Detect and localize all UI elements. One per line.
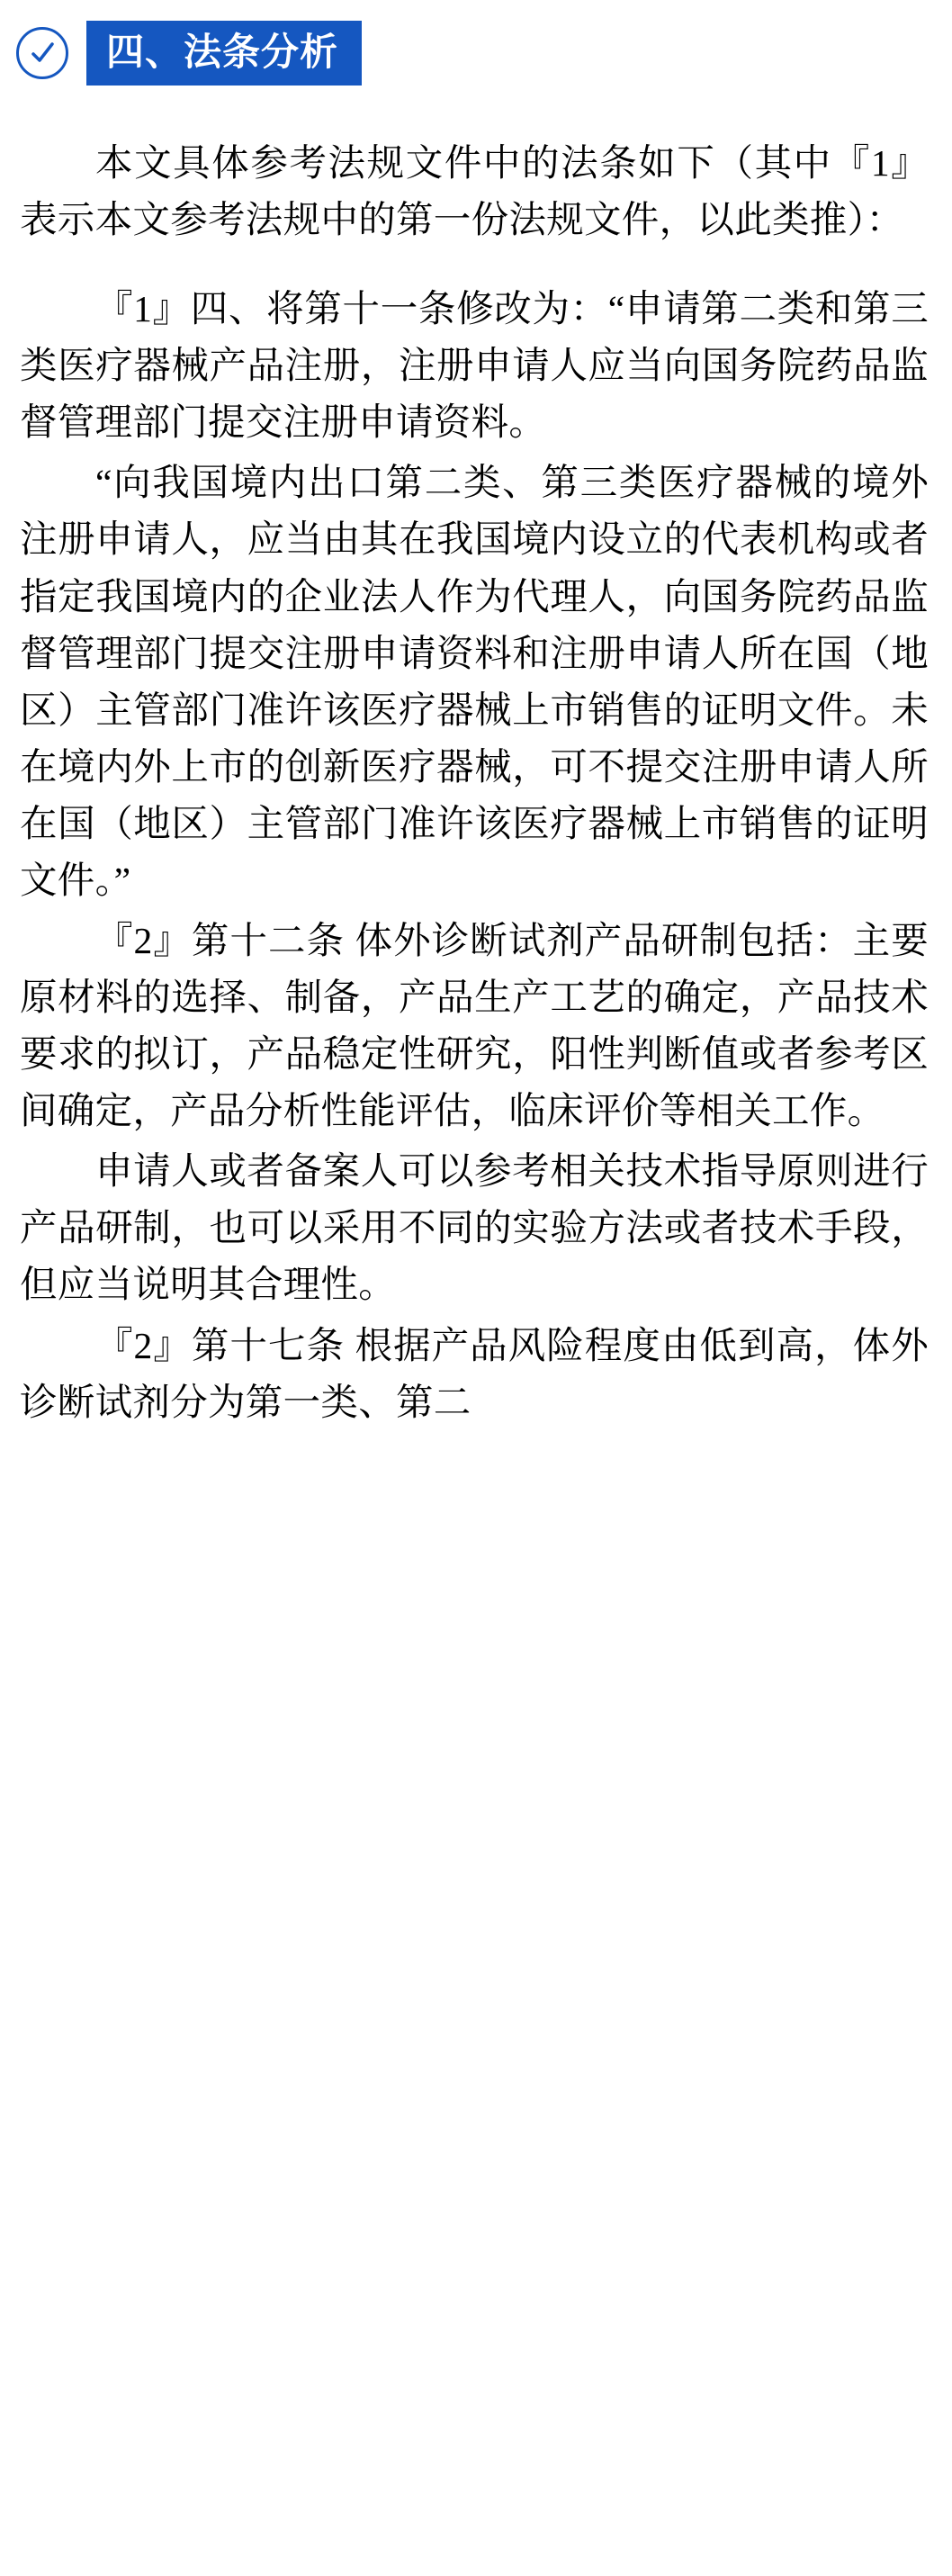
- check-circle-icon: [16, 27, 68, 79]
- paragraph-law-2-article-12-cont: 申请人或者备案人可以参考相关技术指导原则进行产品研制，也可以采用不同的实验方法或者技术手段，但应当说明其合理性。: [20, 1150, 929, 1306]
- paragraph-law-2-article-12: 『2』第十二条 体外诊断试剂产品研制包括：主要原材料的选择、制备，产品生产工艺的确定，产品技术要求的拟订，产品稳定性研究，阳性判断值或者参考区间确定，产品分析性能评估，临床评价等相关工作。: [20, 920, 929, 1132]
- paragraph-law-2-article-17: 『2』第十七条 根据产品风险程度由低到高，体外诊断试剂分为第一类、第二: [20, 1324, 929, 1423]
- paragraph-law-1-article-11-cont: “向我国境内出口第二类、第三类医疗器械的境外注册申请人，应当由其在我国境内设立的代表机构或者指定我国境内的企业法人作为代理人，向国务院药品监督管理部门提交注册申请资料和注册申请人所在国（地区）主管部门准许该医疗器械上市销售的证明文件。未在境内外上市的创新医疗器械，可不提交注册申请人所在国（地区）主管部门准许该医疗器械上市销售的证明文件。”: [20, 462, 929, 901]
- paragraph-intro: 本文具体参考法规文件中的法条如下（其中『1』表示本文参考法规中的第一份法规文件，以此类推）：: [20, 142, 929, 241]
- page-title: 四、法条分析: [86, 21, 362, 86]
- document-body: [0, 135, 952, 1467]
- paragraph-law-1-article-11: 『1』四、将第十一条修改为：“申请第二类和第三类医疗器械产品注册，注册申请人应当向国务院药品监督管理部门提交注册申请资料。: [20, 288, 929, 444]
- section-header: [0, 0, 952, 86]
